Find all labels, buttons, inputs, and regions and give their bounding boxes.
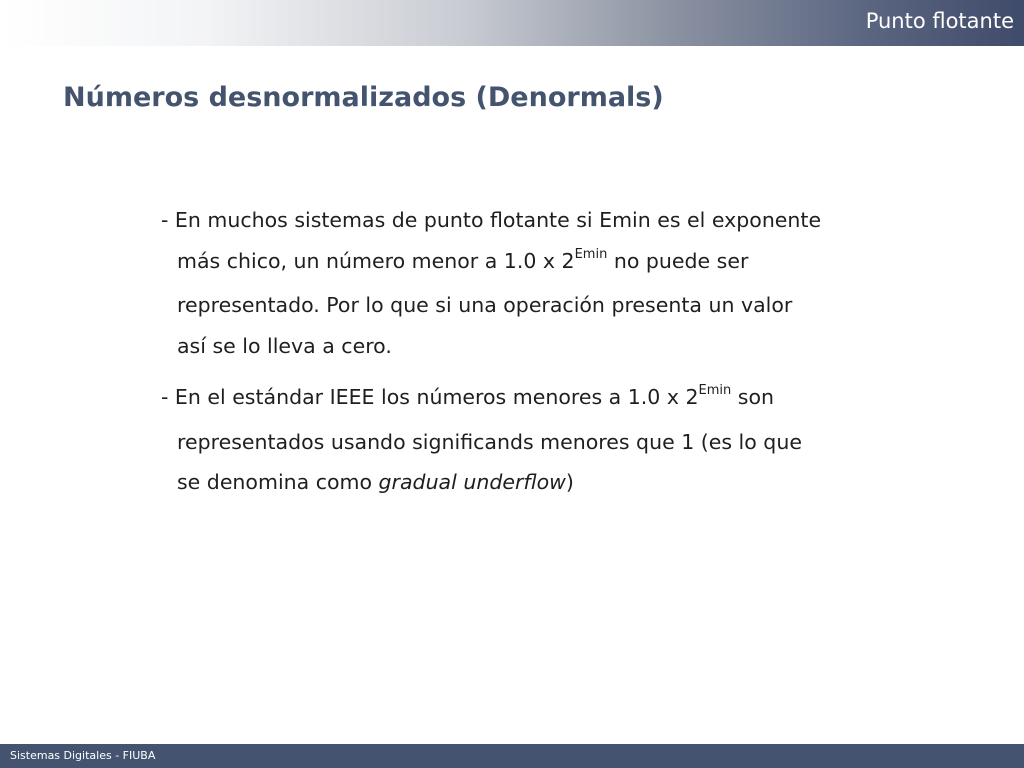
bullet-1-line-3: representado. Por lo que si una operación presenta un valor [177,293,793,317]
bullet-1-line-4: así se lo lleva a cero. [177,333,392,358]
bullet-1-line-2-text: más chico, un número menor a 1.0 x 2 [177,248,575,273]
bullet-1-line-1: - En muchos sistemas de punto flotante si Emin es el exponente [161,208,822,232]
header-bar [0,0,1024,46]
slide-title: Números desnormalizados (Denormals) [63,82,664,113]
bullet-2-line-2: representados usando significands menores que 1 (es lo que [177,429,802,454]
section-title: Punto flotante [865,9,1014,33]
bullet-paragraph-1 [161,200,941,366]
bullet-2-line-1-tail: son [731,385,775,409]
bullet-2-line-3-tail: ) [565,470,574,494]
bullet-1-exponent: Emin [574,246,608,262]
bullet-2-exponent: Emin [698,383,732,398]
bullet-2-line-1 [161,377,941,422]
footer-text: Sistemas Digitales - FIUBA [10,749,156,762]
bullet-paragraph-2 [161,377,941,503]
bullet-2-line-1-text: - En el estándar IEEE los números menores a 1.0 x 2 [161,385,699,409]
bullet-2-line-3-text: se denomina como [177,470,379,494]
bullet-2-line-3 [161,462,941,503]
bullet-1-line-2-tail: no puede ser [607,248,749,273]
bullet-1-line-2 [161,241,941,286]
footer-bar [0,744,1024,768]
gradual-underflow-term: gradual underflow [378,470,566,494]
